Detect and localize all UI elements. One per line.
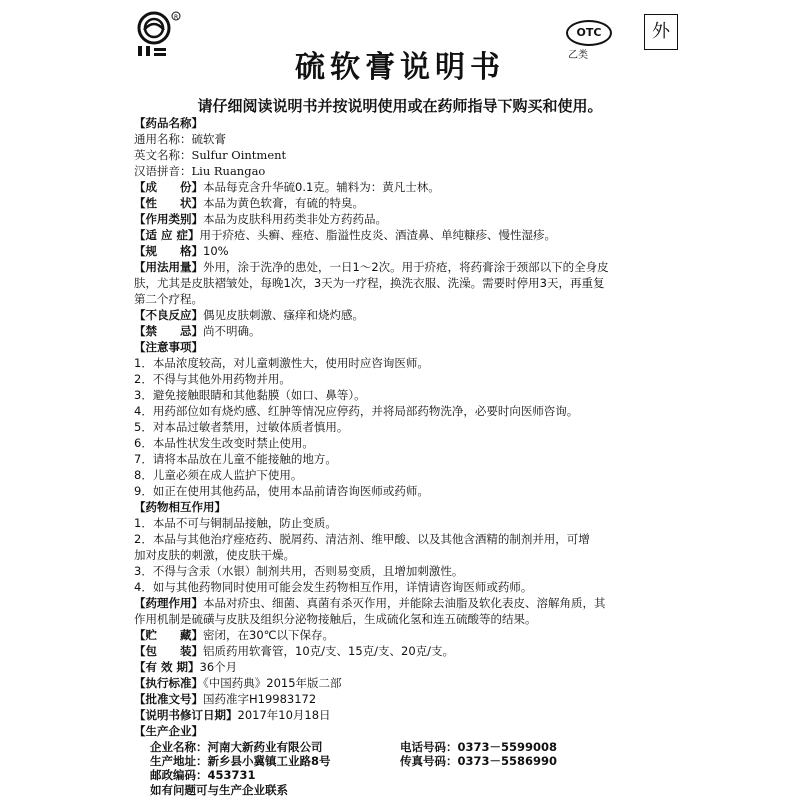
interaction-item: 1．本品不可与铜制品接触，防止变质。 <box>134 516 337 530</box>
precaution-item: 2．不得与其他外用药物并用。 <box>134 372 291 386</box>
company-name-label: 企业名称： <box>150 740 208 754</box>
fax-row <box>400 754 557 768</box>
pinyin-row <box>134 164 265 178</box>
usage-row <box>134 260 609 274</box>
company-name-row <box>150 740 323 754</box>
storage-value: 密闭，在30℃以下保存。 <box>203 628 335 642</box>
pharmacology-line-2: 作用机制是硫磺与皮肤及组织分泌物接触后，生成硫化氢和连五硫酸等的结果。 <box>134 612 537 626</box>
interaction-item: 4．如与其他药物同时使用可能会发生药物相互作用，详情请咨询医师或药师。 <box>134 580 533 594</box>
address-row <box>150 754 331 768</box>
indications-value: 用于疥疮、头癣、痤疮、脂溢性皮炎、酒渣鼻、单纯糠疹、慢性湿疹。 <box>199 228 557 242</box>
indications-label: 【适 应 症】 <box>134 228 200 242</box>
usage-line-1: 外用，涂于洗净的患处，一日1～2次。用于疥疮，将药膏涂于颈部以下的全身皮 <box>203 260 609 274</box>
usage-line-2: 肤，尤其是皮肤褶皱处，每晚1次，3天为一疗程，换洗衣服、洗澡。需要时停用3天，再重复 <box>134 276 605 290</box>
approval-label: 【批准文号】 <box>134 692 203 706</box>
properties-row <box>134 196 364 210</box>
standard-value: 《中国药典》2015年版二部 <box>203 676 342 690</box>
common-name-label: 通用名称： <box>134 132 192 146</box>
package-row <box>134 644 454 658</box>
footer-contact-note: 如有问题可与生产企业联系 <box>150 783 288 797</box>
usage-line-3: 第二个疗程。 <box>134 292 203 306</box>
otc-class-label: 乙类 <box>568 50 588 61</box>
interactions-label: 【药物相互作用】 <box>134 500 226 514</box>
page-title: 硫软膏说明书 <box>295 50 505 85</box>
phone-label: 电话号码： <box>400 740 458 754</box>
contraindications-row <box>134 324 261 338</box>
interaction-item: 加对皮肤的刺激，使皮肤干燥。 <box>134 548 295 562</box>
validity-row <box>134 660 237 674</box>
manufacturer-label: 【生产企业】 <box>134 724 203 738</box>
contraindications-value: 尚不明确。 <box>203 324 261 338</box>
package-value: 铝质药用软膏管，10克/支、15克/支、20克/支。 <box>203 644 455 658</box>
phone-row <box>400 740 557 754</box>
common-name-row <box>134 132 226 146</box>
category-label: 【作用类别】 <box>134 212 203 226</box>
adverse-value: 偶见皮肤刺激、瘙痒和烧灼感。 <box>203 308 364 322</box>
postcode-value: 453731 <box>207 768 256 782</box>
precaution-item: 5．对本品过敏者禁用，过敏体质者慎用。 <box>134 420 349 434</box>
company-name-value: 河南大新药业有限公司 <box>207 740 323 754</box>
fax-value: 0373－5586990 <box>457 754 558 768</box>
specification-value: 10% <box>203 244 229 258</box>
precaution-item: 7．请将本品放在儿童不能接触的地方。 <box>134 452 337 466</box>
precaution-item: 1．本品浓度较高，对儿童刺激性大，使用时应咨询医师。 <box>134 356 429 370</box>
interaction-item: 3．不得与含汞（水银）制剂共用，否则易变质，且增加刺激性。 <box>134 564 464 578</box>
indications-row <box>134 228 556 242</box>
composition-value: 本品每克含升华硫0.1克。辅料为：黄凡士林。 <box>203 180 440 194</box>
postcode-row <box>150 768 256 782</box>
specification-label: 【规 格】 <box>134 244 203 258</box>
address-label: 生产地址： <box>150 754 208 768</box>
precaution-item: 9．如正在使用其他药品，使用本品前请咨询医师或药师。 <box>134 484 429 498</box>
package-label: 【包 装】 <box>134 644 203 658</box>
svg-text:R: R <box>174 14 179 21</box>
usage-notice: 请仔细阅读说明书并按说明使用或在药师指导下购买和使用。 <box>197 97 603 115</box>
section-drug-name: 【药品名称】 <box>134 116 203 130</box>
storage-label: 【贮 藏】 <box>134 628 203 642</box>
adverse-row <box>134 308 364 322</box>
pharmacology-label: 【药理作用】 <box>134 596 203 610</box>
precaution-item: 3．避免接触眼睛和其他黏膜（如口、鼻等）。 <box>134 388 366 402</box>
pharmacology-line-1: 本品对疥虫、细菌、真菌有杀灭作用，并能除去油脂及软化表皮、溶解角质，其 <box>203 596 606 610</box>
composition-label: 【成 份】 <box>134 180 203 194</box>
address-value: 新乡县小冀镇工业路8号 <box>207 754 331 768</box>
postcode-label: 邮政编码： <box>150 768 208 782</box>
phone-value: 0373－5599008 <box>457 740 558 754</box>
pinyin-value: Liu Ruangao <box>191 164 266 178</box>
adverse-label: 【不良反应】 <box>134 308 203 322</box>
english-name-row <box>134 148 286 162</box>
revision-value: 2017年10月18日 <box>237 708 331 722</box>
specification-row <box>134 244 229 258</box>
english-name-label: 英文名称： <box>134 148 192 162</box>
english-name-value: Sulfur Ointment <box>191 148 287 162</box>
category-row <box>134 212 387 226</box>
properties-label: 【性 状】 <box>134 196 203 210</box>
revision-label: 【说明书修订日期】 <box>134 708 238 722</box>
standard-row <box>134 676 342 690</box>
approval-row <box>134 692 316 706</box>
contraindications-label: 【禁 忌】 <box>134 324 203 338</box>
precaution-item: 6．本品性状发生改变时禁止使用。 <box>134 436 314 450</box>
standard-label: 【执行标准】 <box>134 676 203 690</box>
fax-label: 传真号码： <box>400 754 458 768</box>
pinyin-label: 汉语拼音： <box>134 164 192 178</box>
precaution-item: 8．儿童必须在成人监护下使用。 <box>134 468 303 482</box>
external-use-mark: 外 <box>644 14 678 50</box>
common-name-value: 硫软膏 <box>191 132 226 146</box>
validity-label: 【有 效 期】 <box>134 660 200 674</box>
revision-row <box>134 708 331 722</box>
validity-value: 36个月 <box>199 660 238 674</box>
usage-label: 【用法用量】 <box>134 260 203 274</box>
precaution-item: 4．用药部位如有烧灼感、红肿等情况应停药，并将局部药物洗净，必要时向医师咨询。 <box>134 404 579 418</box>
composition-row <box>134 180 440 194</box>
precautions-label: 【注意事项】 <box>134 340 203 354</box>
otc-mark: OTC <box>566 20 612 46</box>
storage-row <box>134 628 334 642</box>
approval-value: 国药准字H19983172 <box>203 692 317 706</box>
properties-value: 本品为黄色软膏，有硫的特臭。 <box>203 196 364 210</box>
pharmacology-row <box>134 596 606 610</box>
interaction-item: 2．本品与其他治疗痤疮药、脱屑药、清洁剂、维甲酸、以及其他含酒精的制剂并用，可增 <box>134 532 590 546</box>
category-value: 本品为皮肤科用药类非处方药药品。 <box>203 212 387 226</box>
